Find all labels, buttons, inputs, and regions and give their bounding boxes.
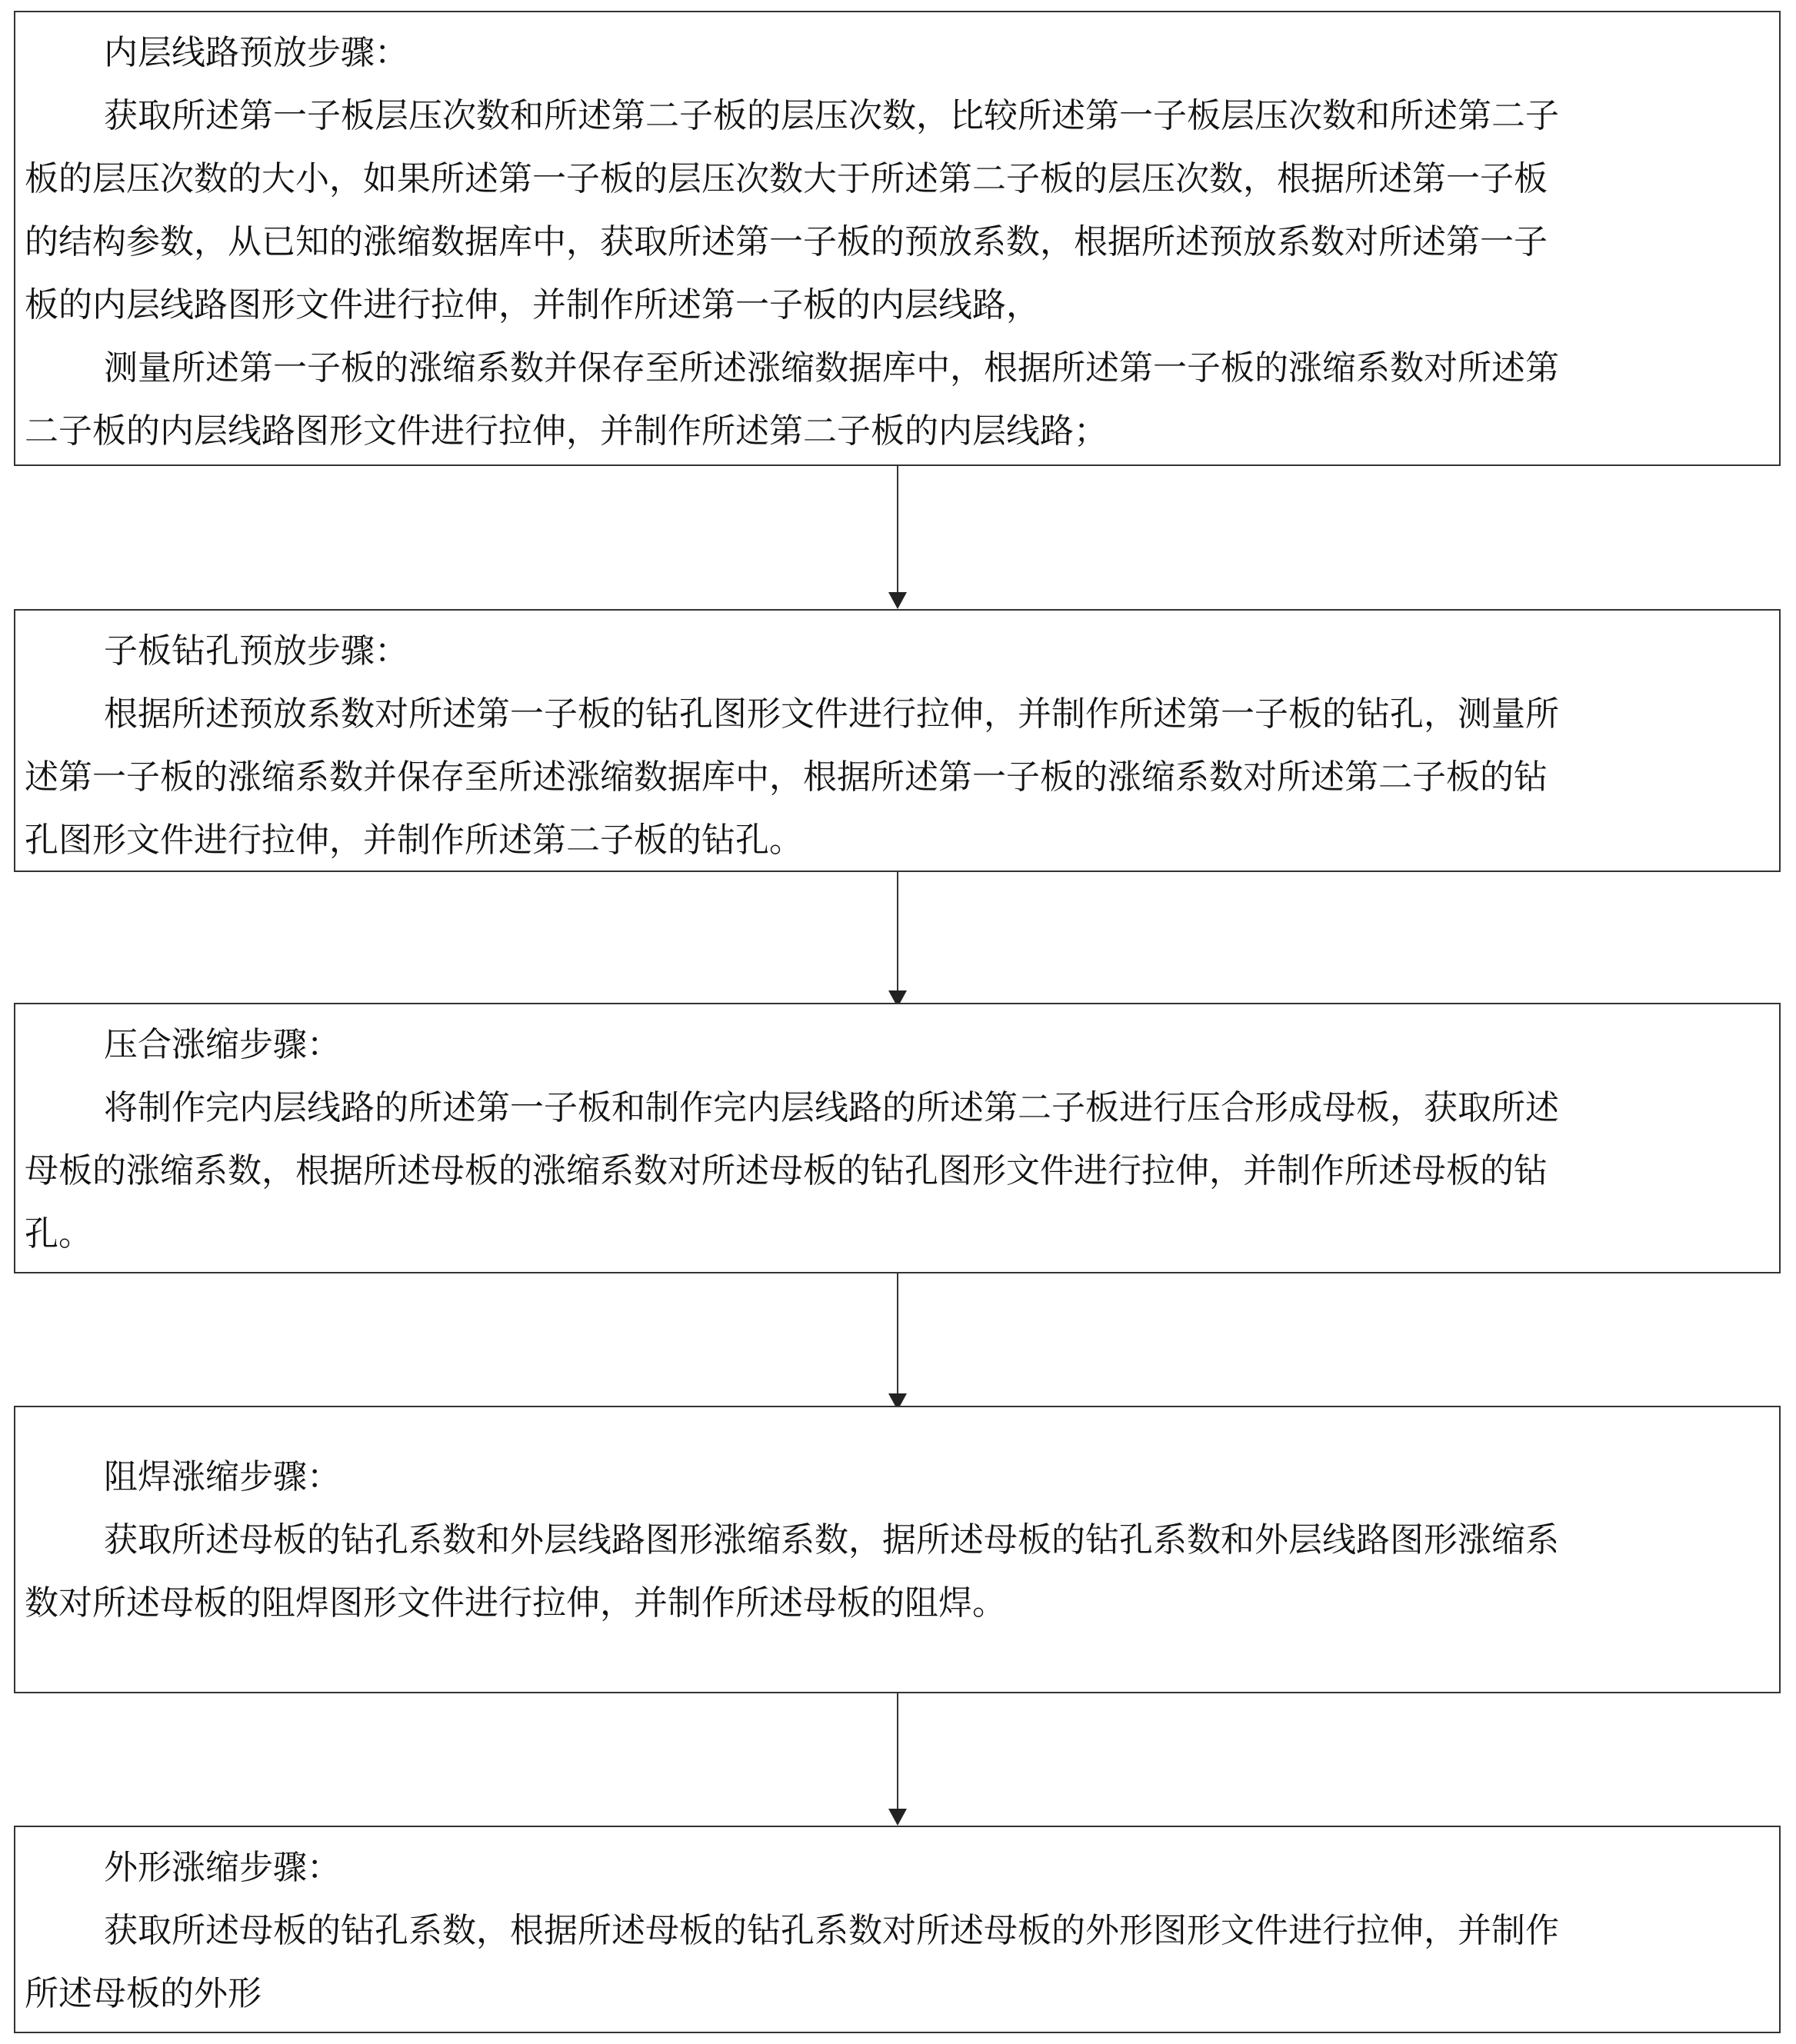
step-text-line: 获取所述母板的钻孔系数，根据所述母板的钻孔系数对所述母板的外形图形文件进行拉伸，并制作 bbox=[104, 1911, 1559, 1950]
step-text-line: 的结构参数，从已知的涨缩数据库中，获取所述第一子板的预放系数，根据所述预放系数对所述第一子 bbox=[25, 222, 1548, 261]
step-text-line: 数对所述母板的阻焊图形文件进行拉伸，并制作所述母板的阻焊。 bbox=[25, 1583, 1006, 1623]
step-text-line: 测量所述第一子板的涨缩系数并保存至所述涨缩数据库中，根据所述第一子板的涨缩系数对所述第 bbox=[104, 348, 1559, 388]
step-text-line: 孔。 bbox=[25, 1214, 92, 1253]
step-text-line: 根据所述预放系数对所述第一子板的钻孔图形文件进行拉伸，并制作所述第一子板的钻孔，测量所 bbox=[104, 694, 1559, 734]
step-box-solder-mask-scaling bbox=[14, 1406, 1781, 1693]
step-text-line: 获取所述母板的钻孔系数和外层线路图形涨缩系数，据所述母板的钻孔系数和外层线路图形涨缩系 bbox=[104, 1520, 1559, 1560]
step-text-line: 板的内层线路图形文件进行拉伸，并制作所述第一子板的内层线路， bbox=[25, 285, 1040, 325]
step-text-line: 获取所述第一子板层压次数和所述第二子板的层压次数，比较所述第一子板层压次数和所述第二子 bbox=[104, 96, 1559, 135]
step-title: 外形涨缩步骤： bbox=[104, 1848, 341, 1887]
step-box-outline-scaling bbox=[14, 1826, 1781, 2033]
step-text-line: 述第一子板的涨缩系数并保存至所述涨缩数据库中，根据所述第一子板的涨缩系数对所述第二子板的钻 bbox=[25, 757, 1548, 797]
step-title: 阻焊涨缩步骤： bbox=[104, 1457, 341, 1496]
step-title: 压合涨缩步骤： bbox=[104, 1025, 341, 1064]
step-title: 内层线路预放步骤： bbox=[104, 33, 408, 72]
step-box-lamination-scaling bbox=[14, 1003, 1781, 1273]
step-text-line: 所述母板的外形 bbox=[25, 1974, 262, 2013]
step-box-inner-layer-prescale bbox=[14, 11, 1781, 466]
step-text-line: 二子板的内层线路图形文件进行拉伸，并制作所述第二子板的内层线路； bbox=[25, 411, 1108, 451]
arrow-down-icon bbox=[888, 592, 907, 609]
step-title: 子板钻孔预放步骤： bbox=[104, 631, 408, 671]
step-text-line: 母板的涨缩系数，根据所述母板的涨缩系数对所述母板的钻孔图形文件进行拉伸，并制作所述母板的钻 bbox=[25, 1151, 1548, 1190]
step-box-drill-prescale bbox=[14, 609, 1781, 872]
connector-line bbox=[897, 1273, 898, 1395]
connector-line bbox=[897, 1693, 898, 1810]
step-text-line: 板的层压次数的大小，如果所述第一子板的层压次数大于所述第二子板的层压次数，根据所述第一子板 bbox=[25, 159, 1548, 198]
step-text-line: 孔图形文件进行拉伸，并制作所述第二子板的钻孔。 bbox=[25, 821, 803, 860]
connector-line bbox=[897, 466, 898, 594]
step-text-line: 将制作完内层线路的所述第一子板和制作完内层线路的所述第二子板进行压合形成母板，获取所述 bbox=[104, 1088, 1559, 1127]
connector-line bbox=[897, 872, 898, 992]
arrow-down-icon bbox=[888, 1809, 907, 1826]
